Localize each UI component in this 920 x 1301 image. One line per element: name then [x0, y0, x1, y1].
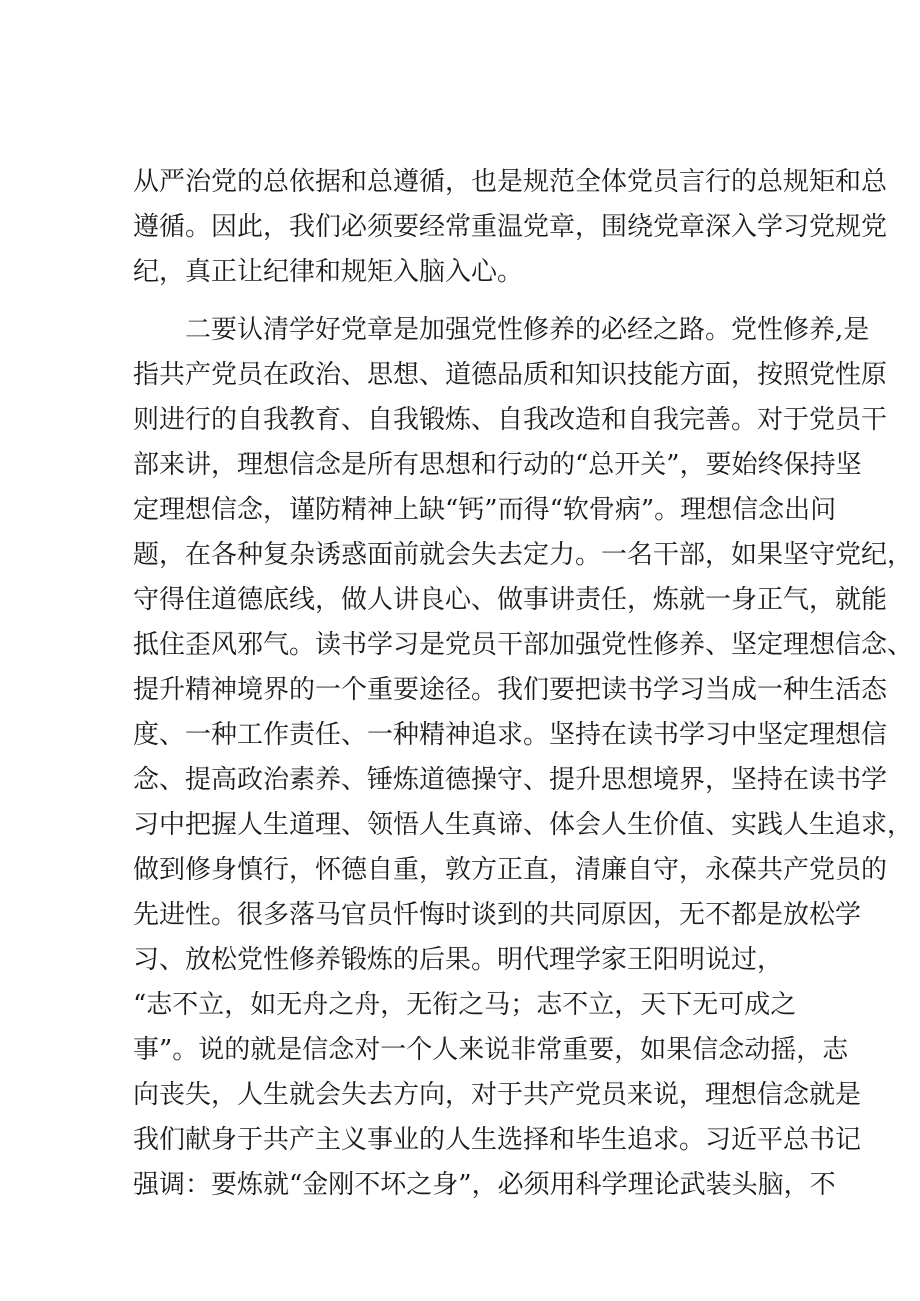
text-line: 向丧失，人生就会失去方向，对于共产党员来说，理想信念就是	[133, 1080, 862, 1110]
text-line: 习、放松党性修养锻炼的后果。明代理学家王阳明说过，	[133, 945, 784, 975]
text-line: 习中把握人生道理、领悟人生真谛、体会人生价值、实践人生追求，	[133, 810, 914, 840]
text-line: 题，在各种复杂诱惑面前就会失去定力。一名干部，如果坚守党纪，	[133, 540, 914, 570]
text-line: 从严治党的总依据和总遵循，也是规范全体党员言行的总规矩和总	[133, 167, 888, 197]
text-line: 提升精神境界的一个重要途径。我们要把读书学习当成一种生活态	[133, 675, 888, 705]
text-line: 念、提高政治素养、锤炼道德操守、提升思想境界，坚持在读书学	[133, 765, 888, 795]
text-line: “志不立，如无舟之舟，无衔之马；志不立，天下无可成之	[133, 990, 797, 1020]
text-line: 我们献身于共产主义事业的人生选择和毕生追求。习近平总书记	[133, 1125, 862, 1155]
text-line: 守得住道德底线，做人讲良心、做事讲责任，炼就一身正气，就能	[133, 585, 888, 615]
text-line: 指共产党员在政治、思想、道德品质和知识技能方面，按照党性原	[133, 360, 888, 390]
text-line: 强调：要炼就“金刚不坏之身”，必须用科学理论武装头脑，不	[133, 1170, 836, 1200]
text-line: 事”。说的就是信念对一个人来说非常重要，如果信念动摇，志	[133, 1035, 849, 1065]
text-line: 部来讲，理想信念是所有思想和行动的“总开关”，要始终保持坚	[133, 450, 862, 480]
text-line: 定理想信念，谨防精神上缺“钙”而得“软骨病”。理想信念出问	[133, 495, 837, 525]
text-line: 遵循。因此，我们必须要经常重温党章，围绕党章深入学习党规党	[133, 212, 888, 242]
text-line: 度、一种工作责任、一种精神追求。坚持在读书学习中坚定理想信	[133, 720, 888, 750]
text-line: 二要认清学好党章是加强党性修养的必经之路。党性修养,是	[185, 315, 870, 345]
text-line: 先进性。很多落马官员忏悔时谈到的共同原因，无不都是放松学	[133, 900, 862, 930]
text-line: 抵住歪风邪气。读书学习是党员干部加强党性修养、坚定理想信念、	[133, 630, 914, 660]
text-line: 则进行的自我教育、自我锻炼、自我改造和自我完善。对于党员干	[133, 405, 888, 435]
text-line: 纪，真正让纪律和规矩入脑入心。	[133, 257, 524, 287]
text-line: 做到修身慎行，怀德自重，敦方正直，清廉自守，永葆共产党员的	[133, 855, 888, 885]
